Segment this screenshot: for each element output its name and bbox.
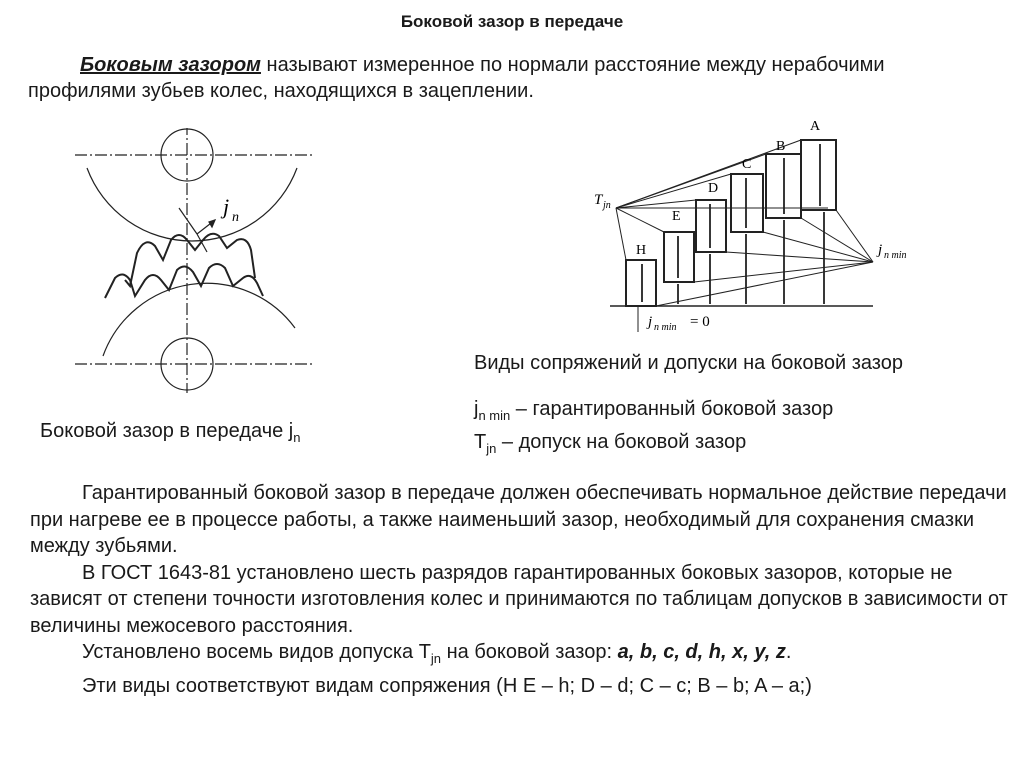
legend-jnmin-text: – гарантированный боковой зазор: [510, 398, 834, 420]
lower-gear-teeth: [105, 264, 263, 298]
definition-paragraph: [28, 52, 988, 104]
legend-jnmin-subscript: n min: [478, 408, 511, 423]
fan-j-h: [656, 262, 873, 306]
jnmin-label: j: [878, 242, 883, 258]
legend-tjn-subscript: jn: [486, 441, 497, 456]
paragraph-1: [30, 480, 1010, 560]
zone-e: [664, 232, 694, 282]
paragraph-3-text: Установлено восемь видов допуска T: [82, 641, 431, 663]
definition-text: называют измеренное по нормали расстояние между нерабочими профилями зубьев колес, находящихся в зацеплении.: [28, 54, 885, 102]
left-caption-text: Боковой зазор в передаче j: [40, 420, 294, 442]
legend-line-jnmin: [474, 396, 833, 429]
lower-pitch-arc: [103, 283, 295, 356]
body-text: [30, 480, 1010, 699]
letter-c: C: [742, 157, 752, 172]
zone-h: [626, 260, 656, 306]
legend-tjn-symbol: T: [474, 431, 487, 453]
jn-subscript: n: [232, 210, 239, 225]
letter-d: D: [708, 181, 719, 196]
legend-line-tjn: [474, 429, 833, 462]
tolerance-staircase-diagram: [588, 112, 948, 342]
legend: [474, 396, 833, 462]
jnmin-zero-subscript: n min: [654, 322, 677, 333]
paragraph-2-text: В ГОСТ 1643-81 установлено шесть разрядов гарантированных боковых зазоров, которые не зависят от степени точности изготовления колес и принимаются по таблицам допусков в зависимости от величины межосевого расстояния.: [30, 561, 1008, 637]
upper-pitch-arc: [87, 168, 297, 241]
tjn-subscript: jn: [603, 200, 611, 211]
fan-j-a: [836, 210, 873, 262]
paragraph-3-subscript: jn: [430, 651, 442, 666]
zone-c: [731, 174, 763, 232]
jnmin-zero-value: = 0: [690, 314, 710, 330]
legend-tjn-text: – допуск на боковой зазор: [496, 431, 747, 453]
jn-label: j: [223, 194, 230, 219]
fan-j-c: [763, 232, 873, 262]
letter-a: A: [810, 119, 821, 134]
jnmin-zero-label: j: [648, 314, 653, 330]
paragraph-3-mid: на боковой зазор:: [441, 641, 618, 663]
paragraph-1-text: Гарантированный боковой зазор в передаче должен обеспечивать нормальное действие передачи при нагреве ее в процессе работы, а также наименьший зазор, необходимый для сохранения смазки между зубьями.: [30, 482, 1007, 557]
letter-h: H: [636, 243, 647, 258]
gear-mesh-diagram: [75, 128, 325, 393]
page-title: Боковой зазор в передаче: [400, 12, 624, 31]
tjn-label: T: [594, 192, 603, 208]
left-figure-caption: [40, 420, 301, 445]
right-figure-caption: Виды сопряжений и допуски на боковой зазор: [474, 352, 903, 374]
tolerance-kinds: a, b, c, d, h, x, y, z: [617, 641, 786, 663]
fan-t-e: [616, 208, 664, 232]
letter-b: B: [776, 139, 786, 154]
fan-j-b: [801, 218, 873, 262]
jnmin-subscript: n min: [884, 250, 907, 261]
paragraph-4-text: Эти виды соответствуют видам сопряжения (H E – h; D – d; C – c; B – b; A – a;): [82, 674, 812, 697]
jn-arrow-head: [209, 220, 215, 227]
paragraph-2: [30, 560, 1010, 640]
left-caption-subscript: n: [293, 430, 301, 445]
paragraph-3: [30, 639, 1010, 673]
jn-arrow-line-1: [179, 208, 197, 234]
letter-e: E: [672, 209, 681, 224]
definition-term: Боковым зазором: [80, 54, 261, 76]
fan-t-h: [616, 208, 626, 260]
legend-jnmin-symbol: j: [474, 398, 479, 420]
fan-j-d: [726, 252, 873, 262]
paragraph-3-end: .: [785, 641, 792, 663]
paragraph-4: [30, 673, 1010, 700]
zone-a: [801, 140, 836, 210]
